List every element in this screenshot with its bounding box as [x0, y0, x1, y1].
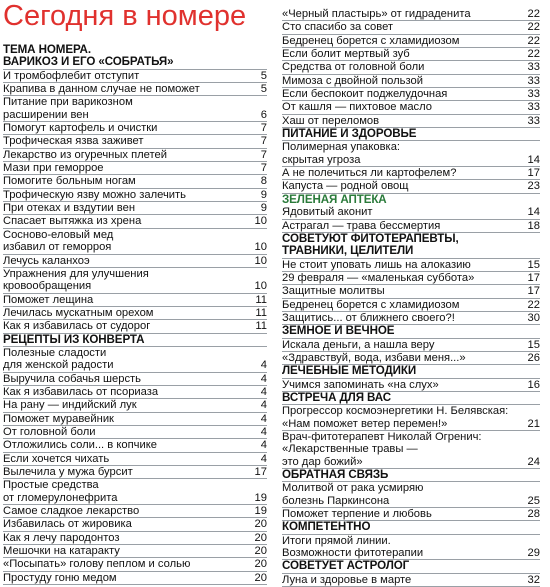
entry-title: Капуста — родной овощ: [282, 180, 409, 193]
section-heading: РЕЦЕПТЫ ИЗ КОНВЕРТА: [3, 334, 267, 347]
entry-title: Не стоит уповать лишь на алоказию: [282, 258, 471, 271]
contents-entry: [282, 75, 540, 88]
section-heading: ВСТРЕЧА ДЛЯ ВАС: [282, 392, 540, 405]
contents-entry: [282, 101, 540, 114]
contents-entry: [282, 456, 540, 469]
page-number: 22: [527, 298, 540, 311]
contents-entry: [282, 379, 540, 392]
contents-entry: [282, 206, 540, 219]
page-number: 20: [254, 571, 267, 584]
contents-entry: [282, 339, 540, 352]
page-number: 22: [527, 48, 540, 61]
page-number: 17: [254, 466, 267, 478]
section-heading: ПИТАНИЕ И ЗДОРОВЬЕ: [282, 128, 540, 141]
entry-title: «Лекарственные травы —: [282, 443, 418, 456]
page-number: 18: [527, 219, 540, 232]
page-number: 7: [260, 162, 267, 175]
page-number: 20: [254, 558, 267, 571]
page-number: 22: [527, 34, 540, 47]
contents-entry: [3, 453, 267, 466]
page-number: 7: [260, 135, 267, 148]
page-number: 16: [527, 378, 540, 391]
entry-title: Врач-фитотерапевт Николай Огренич:: [282, 431, 482, 443]
page-number: 33: [527, 88, 540, 101]
entry-title: Мешочки на катаракту: [3, 545, 120, 558]
entry-title: А не полечиться ли картофелем?: [282, 167, 457, 180]
page-number: 4: [260, 359, 267, 372]
page-number: 5: [260, 69, 267, 82]
entry-title: На рану — индийский лук: [3, 399, 137, 412]
entry-title: Учимся запоминать «на слух»: [282, 378, 439, 391]
contents-entry: [282, 8, 540, 21]
entry-title: Прогрессор космоэнергетики Н. Белявская:: [282, 405, 509, 418]
section-heading: ТРАВНИКИ, ЦЕЛИТЕЛИ: [282, 245, 540, 258]
entry-title: Как я избавилась от псориаза: [3, 385, 159, 398]
entry-title: «Здравствуй, вода, избави меня...»: [282, 351, 466, 364]
page-number: 14: [527, 153, 540, 166]
entry-title: Помогут картофель и очистки: [3, 122, 158, 135]
section-heading: ОБРАТНАЯ СВЯЗЬ: [282, 469, 540, 482]
entry-title: Если хочется чихать: [3, 452, 110, 465]
contents-entry: [282, 535, 540, 547]
page-number: 28: [527, 508, 540, 521]
contents-entry: [282, 495, 540, 508]
entry-title: Вылечила у мужа бурсит: [3, 466, 133, 478]
contents-entry: [282, 352, 540, 365]
entry-title: Возможности фитотерапии: [282, 547, 424, 560]
contents-entry: [3, 241, 267, 254]
page-number: 9: [260, 188, 267, 201]
contents-entry: [3, 294, 267, 307]
contents-entry: [282, 115, 540, 128]
page-number: 4: [260, 385, 267, 398]
contents-entry: [282, 88, 540, 101]
entry-title: 29 февраля — «маленькая суббота»: [282, 271, 475, 284]
contents-entry: [3, 122, 267, 135]
entry-title: Помогите больным ногам: [3, 175, 136, 188]
contents-entry: [3, 492, 267, 505]
page-number: 33: [527, 114, 540, 127]
entry-title: Упражнения для улучшения: [3, 267, 149, 280]
page-number: 9: [260, 202, 267, 215]
section-heading: ЗЕЛЕНАЯ АПТЕКА: [282, 192, 387, 206]
page-number: 6: [260, 108, 267, 121]
contents-entry: [282, 21, 540, 34]
entry-title: Полимерная упаковка:: [282, 141, 401, 154]
contents-entry: [282, 405, 540, 417]
contents-entry: [3, 149, 267, 162]
entry-title: Полезные сладости: [3, 346, 107, 359]
page-number: 4: [260, 412, 267, 425]
page-number: 7: [260, 122, 267, 135]
entry-title: Если беспокоит поджелудочная: [282, 88, 448, 101]
entry-title: Итоги прямой линии.: [282, 534, 391, 547]
contents-entry: [3, 96, 267, 108]
contents-entry: [3, 189, 267, 202]
page-number: 33: [527, 101, 540, 114]
contents-entry: [3, 109, 267, 122]
page-number: 32: [527, 573, 540, 586]
entry-title: Крапива в данном случае не поможет: [3, 83, 200, 96]
entry-title: «Черный пластырь» от гидраденита: [282, 8, 471, 20]
entry-title: Лечусь каланхоэ: [3, 254, 90, 267]
entry-title: Трофическую язву можно залечить: [3, 188, 186, 201]
section-heading: ЗЕМНОЕ И ВЕЧНОЕ: [282, 325, 540, 338]
entry-title: Бедренец борется с хламидиозом: [282, 298, 460, 311]
page-number: 26: [527, 351, 540, 364]
contents-entry: [282, 299, 540, 312]
entry-title: Бедренец борется с хламидиозом: [282, 34, 460, 47]
entry-title: Сосново-еловый мед: [3, 228, 114, 241]
contents-entry: [3, 386, 267, 399]
contents-column-right: [282, 8, 540, 587]
contents-entry: [282, 259, 540, 272]
contents-entry: [3, 320, 267, 333]
contents-entry: [3, 518, 267, 531]
contents-entry: [282, 443, 540, 455]
page-number: 22: [527, 21, 540, 34]
page-number: 33: [527, 74, 540, 87]
contents-entry: [282, 574, 540, 587]
page-number: 15: [527, 258, 540, 271]
page-number: 17: [527, 285, 540, 298]
entry-title: Как я избавилась от судорог: [3, 320, 151, 333]
contents-entry: [3, 135, 267, 148]
contents-entry: [3, 359, 267, 372]
page-number: 20: [254, 531, 267, 544]
contents-entry: [3, 347, 267, 359]
entry-title: Защитись... от ближнего своего?!: [282, 311, 455, 324]
page-number: 17: [527, 271, 540, 284]
contents-entry: [282, 180, 540, 193]
contents-entry: [3, 268, 267, 280]
entry-title: От кашля — пихтовое масло: [282, 101, 433, 114]
page-number: 4: [260, 399, 267, 412]
contents-entry: [3, 439, 267, 452]
contents-entry: [3, 70, 267, 83]
contents-entry: [282, 220, 540, 233]
contents-entry: [3, 373, 267, 386]
page-number: 5: [260, 83, 267, 96]
entry-title: Хаш от переломов: [282, 114, 380, 127]
entry-title: Сто спасибо за совет: [282, 21, 394, 34]
page-number: 21: [527, 417, 540, 430]
entry-title: Лекарство из огуречных плетей: [3, 148, 167, 161]
entry-title: кровообращения: [3, 280, 92, 293]
entry-title: Простые средства: [3, 479, 99, 492]
page-number: 4: [260, 425, 267, 438]
contents-entry: [3, 505, 267, 518]
contents-entry: [282, 312, 540, 325]
contents-entry: [3, 162, 267, 175]
entry-title: это дар божий»: [282, 455, 363, 468]
page-number: 4: [260, 372, 267, 385]
page-number: 29: [527, 547, 540, 560]
section-heading: СОВЕТУЕТ АСТРОЛОГ: [282, 560, 540, 573]
entry-title: Астрагал — трава бессмертия: [282, 219, 441, 232]
page-number: 23: [527, 180, 540, 193]
page-number: 10: [254, 241, 267, 254]
entry-title: Избавилась от жировика: [3, 518, 132, 531]
entry-title: Средства от головной боли: [282, 61, 425, 74]
page-number: 11: [255, 293, 267, 306]
entry-title: Если болит мертвый зуб: [282, 48, 410, 61]
contents-entry: [3, 83, 267, 96]
contents-entry: [3, 426, 267, 439]
page-number: 19: [254, 491, 267, 504]
contents-entry: [282, 61, 540, 74]
page-number: 17: [527, 167, 540, 180]
contents-entry: [3, 413, 267, 426]
page-number: 14: [527, 206, 540, 219]
entry-title: И тромбофлебит отступит: [3, 69, 140, 82]
contents-entry: [3, 532, 267, 545]
contents-entry: [3, 229, 267, 241]
entry-title: От головной боли: [3, 425, 96, 438]
entry-title: Мимоза с двойной пользой: [282, 74, 423, 87]
page-number: 33: [527, 61, 540, 74]
contents-entry: [3, 175, 267, 188]
contents-entry: [282, 141, 540, 153]
page-number: 10: [254, 254, 267, 267]
entry-title: Молитвой от рака усмиряю: [282, 482, 424, 495]
entry-title: Выручила собачья шерсть: [3, 372, 141, 385]
contents-entry: [3, 280, 267, 293]
entry-title: Трофическая язва заживет: [3, 135, 144, 148]
contents-entry: [282, 48, 540, 61]
page-number: 7: [260, 148, 267, 161]
page-number: 20: [254, 518, 267, 531]
entry-title: болезнь Паркинсона: [282, 494, 390, 507]
entry-title: Ядовитый аконит: [282, 206, 373, 219]
contents-entry: [3, 466, 267, 479]
contents-entry: [282, 285, 540, 298]
entry-title: скрытая угроза: [282, 153, 361, 166]
entry-title: При отеках и вздутии вен: [3, 202, 136, 215]
entry-title: Поможет муравейник: [3, 412, 114, 425]
contents-entry: [3, 399, 267, 412]
entry-title: Спасает вытяжка из хрена: [3, 215, 142, 228]
section-heading: СОВЕТУЮТ ФИТОТЕРАПЕВТЫ,: [282, 231, 459, 245]
entry-title: Как я лечу пародонтоз: [3, 531, 120, 544]
contents-entry: [282, 508, 540, 521]
entry-title: для женской радости: [3, 359, 114, 372]
contents-entry: [282, 547, 540, 560]
entry-title: Поможет лещина: [3, 293, 94, 306]
contents-entry: [282, 272, 540, 285]
contents-entry: [282, 482, 540, 494]
page-number: 20: [254, 545, 267, 558]
entry-title: от гломерулонефрита: [3, 491, 118, 504]
entry-title: Самое сладкое лекарство: [3, 505, 140, 518]
entry-title: «Посыпать» голову пеплом и солью: [3, 558, 191, 571]
contents-entry: [3, 545, 267, 558]
page-number: 25: [527, 494, 540, 507]
contents-entry: [282, 167, 540, 180]
contents-entry: [3, 572, 267, 585]
entry-title: Лечилась мускатным орехом: [3, 306, 154, 319]
page-number: 4: [260, 439, 267, 452]
contents-column-left: [3, 44, 267, 585]
page-number: 4: [260, 452, 267, 465]
page-title: Сегодня в номере: [3, 0, 247, 32]
page-number: 10: [254, 215, 267, 228]
contents-entry: [282, 154, 540, 167]
entry-title: расширении вен: [3, 108, 89, 121]
entry-title: Искала деньги, а нашла веру: [282, 338, 435, 351]
page-number: 15: [527, 338, 540, 351]
entry-title: Поможет терпение и любовь: [282, 508, 432, 521]
section-heading: ЛЕЧЕБНЫЕ МЕТОДИКИ: [282, 365, 540, 378]
page-number: 24: [527, 455, 540, 468]
section-heading: КОМПЕТЕНТНО: [282, 521, 540, 534]
entry-title: Питание при варикозном: [3, 96, 133, 109]
contents-entry: [3, 202, 267, 215]
page-number: 30: [527, 311, 540, 324]
contents-entry: [3, 255, 267, 268]
page-number: 19: [254, 505, 267, 518]
contents-entry: [282, 35, 540, 48]
page-number: 22: [527, 8, 540, 20]
section-heading: ТЕМА НОМЕРА.: [3, 43, 91, 56]
entry-title: Отложились соли... в копчике: [3, 439, 157, 452]
entry-title: Луна и здоровье в марте: [282, 573, 412, 586]
contents-entry: [282, 418, 540, 431]
page-number: 11: [255, 306, 267, 319]
contents-entry: [3, 479, 267, 491]
contents-entry: [3, 307, 267, 320]
entry-title: Простуду гоню медом: [3, 571, 117, 584]
page-number: 8: [260, 175, 267, 188]
contents-entry: [3, 558, 267, 571]
entry-title: Защитные молитвы: [282, 285, 385, 298]
page-number: 10: [254, 280, 267, 293]
contents-entry: [3, 215, 267, 228]
entry-title: «Нам поможет ветер перемен!»: [282, 417, 448, 430]
section-heading: ВАРИКОЗ И ЕГО «СОБРАТЬЯ»: [3, 56, 267, 69]
page-number: 11: [255, 320, 267, 333]
contents-entry: [282, 431, 540, 443]
entry-title: Мази при геморрое: [3, 162, 104, 175]
entry-title: избавил от геморроя: [3, 241, 112, 254]
